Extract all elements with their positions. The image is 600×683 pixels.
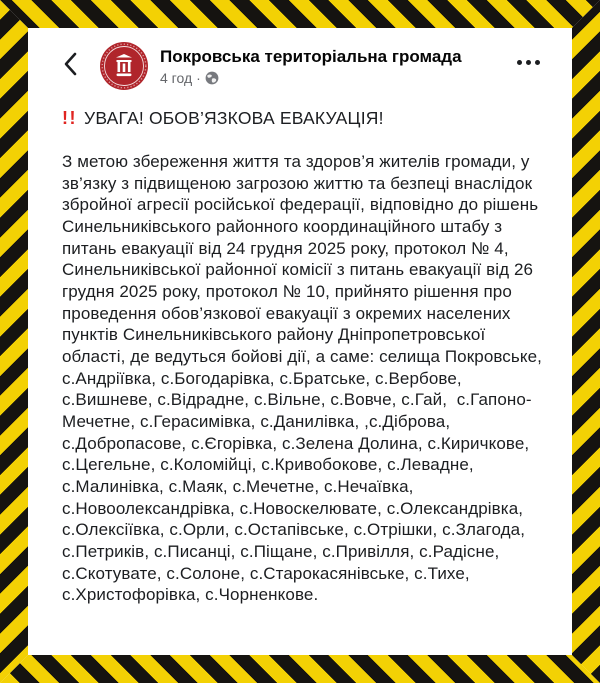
more-options-button[interactable] bbox=[515, 52, 542, 73]
globe-public-icon bbox=[205, 71, 219, 85]
header-text-block bbox=[160, 46, 462, 85]
ellipsis-dot bbox=[517, 60, 522, 65]
avatar[interactable] bbox=[100, 42, 148, 90]
post-header bbox=[62, 42, 542, 90]
page-title[interactable]: Покровська територіальна громада bbox=[160, 47, 462, 67]
back-button[interactable] bbox=[62, 51, 88, 81]
double-exclamation-icon: !! bbox=[62, 108, 77, 128]
hazard-border-bottom bbox=[0, 655, 600, 683]
post-card bbox=[28, 28, 572, 655]
hazard-border-top bbox=[0, 0, 600, 28]
alert-title: УВАГА! ОБОВ’ЯЗКОВА ЕВАКУАЦІЯ! bbox=[84, 108, 384, 128]
hazard-border-left bbox=[0, 0, 28, 683]
timestamp[interactable]: 4 год bbox=[160, 69, 193, 86]
ellipsis-dot bbox=[535, 60, 540, 65]
hazard-border-right bbox=[572, 0, 600, 683]
post-meta bbox=[160, 70, 462, 86]
alert-headline bbox=[62, 108, 542, 129]
chevron-left-icon bbox=[62, 51, 78, 82]
community-emblem-icon bbox=[100, 77, 148, 94]
post-body: З метою збереження життя та здоров’я жителів громади, у зв’язку з підвищеною загрозою життю та безпеці внаслідок збройної агресії російської федерації, відповідно до рішень Синельниківського районного координаційного штабу з питань евакуації від 24 грудня 2025 року, протокол № 4, Синельниківської районної комісії з питань евакуації від 26 грудня 2025 року, протокол № 10, прийнято рішення про проведення обов’язкової евакуації з окремих населених пунктів Синельниківського району Дніпропетровської області, де ведуться бойові дії, а саме: селища Покровське, с.Андріївка, с.Богодарівка, с.Братське, с.Вербове, с.Вишневе, с.Відрадне, с.Вільне, с.Вовче, с.Гай, с.Гапоно-Мечетне, с.Герасимівка, с.Данилівка, ,с.Діброва, с.Добропасове, с.Єгорівка, с.Зелена Долина, с.Киричкове, с.Цегельне, с.Коломійці, с.Кривобокове, с.Левадне, с.Малинівка, с.Маяк, с.Мечетне, с.Нечаївка, с.Новоолександрівка, с.Новоскелювате, с.Олександрівка, с.Олексіївка, с.Орли, с.Остапівське, с.Отрішки, с.Злагода, с.Петриків, с.Писанці, с.Піщане, с.Привілля, с.Радісне, с.Скотувате, с.Солоне, с.Старокасянівське, с.Тихе, с.Христофорівка, с.Чорненкове. bbox=[62, 152, 547, 605]
meta-separator: · bbox=[196, 69, 201, 86]
ellipsis-dot bbox=[526, 60, 531, 65]
